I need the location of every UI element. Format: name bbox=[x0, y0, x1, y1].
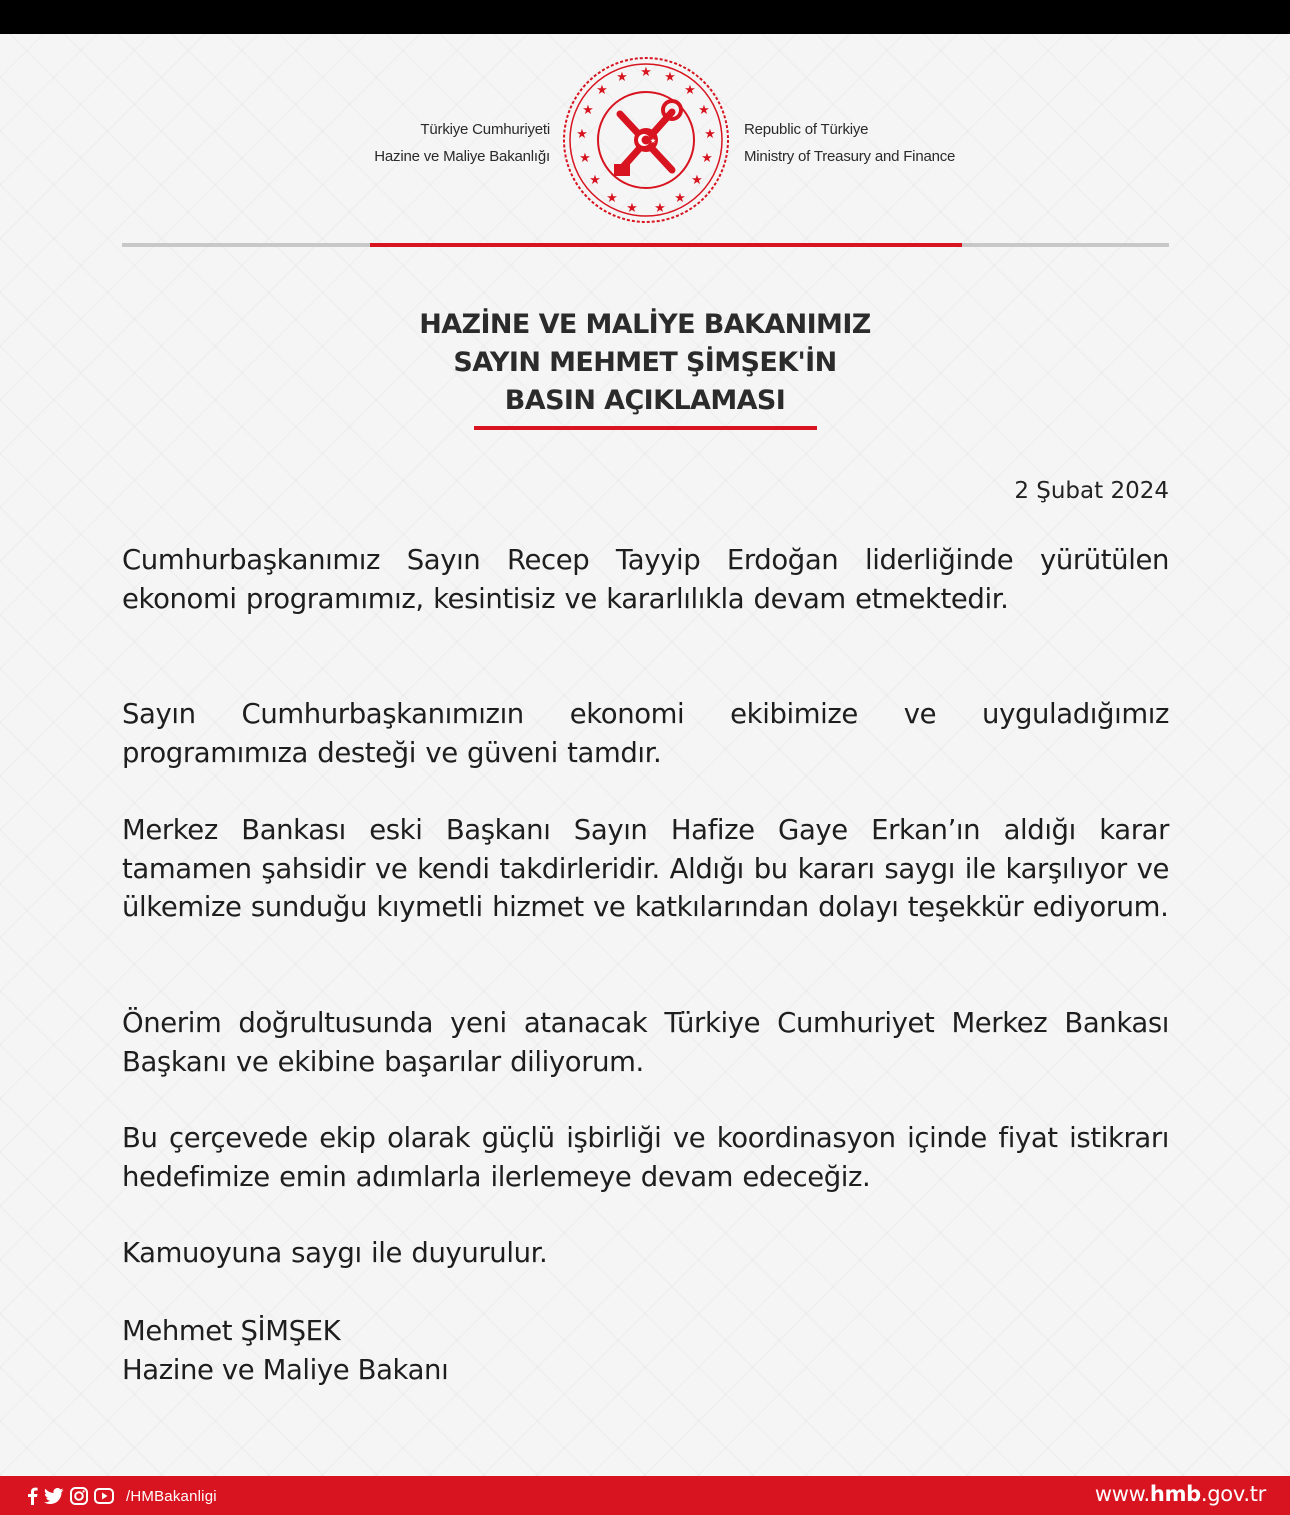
body-paragraph-4: Önerim doğrultusunda yeni atanacak Türkiye Cumhuriyet Merkez Bankası Başkanı ve ekibine başarılar diliyorum. bbox=[122, 1007, 1169, 1078]
footer-bar bbox=[0, 1476, 1290, 1515]
svg-text:★: ★ bbox=[626, 201, 638, 216]
body-paragraph-1: Cumhurbaşkanımız Sayın Recep Tayyip Erdoğan liderliğinde yürütülen ekonomi programımız, kesintisiz ve kararlılıkla devam etmektedir. bbox=[122, 544, 1169, 615]
header-divider-accent bbox=[370, 243, 962, 247]
ministry-emblem-icon bbox=[560, 54, 732, 226]
org-en-line1: Republic of Türkiye bbox=[744, 121, 869, 138]
svg-text:★: ★ bbox=[582, 103, 594, 118]
title-underline bbox=[474, 426, 817, 430]
page-title bbox=[0, 306, 1290, 420]
svg-text:★: ★ bbox=[649, 137, 657, 145]
signature-block bbox=[122, 1312, 448, 1389]
svg-text:★: ★ bbox=[640, 65, 652, 80]
org-name-turkish bbox=[374, 116, 550, 170]
svg-text:★: ★ bbox=[701, 151, 713, 166]
social-links bbox=[26, 1485, 217, 1507]
svg-text:★: ★ bbox=[704, 127, 716, 142]
title-line2: SAYIN MEHMET ŞİMŞEK'İN bbox=[453, 347, 837, 378]
svg-text:★: ★ bbox=[654, 201, 666, 216]
body-paragraph-5: Bu çerçevede ekip olarak güçlü işbirliği ve koordinasyon içinde fiyat istikrarı hedefimize emin adımlarla ilerlemeye devam edeceğiz. bbox=[122, 1122, 1169, 1193]
social-handle[interactable]: /HMBakanligi bbox=[126, 1487, 217, 1505]
site-domain: hmb bbox=[1149, 1482, 1201, 1506]
body-paragraph-2: Sayın Cumhurbaşkanımızın ekonomi ekibimize ve uyguladığımız programımıza desteği ve güveni tamdır. bbox=[122, 698, 1169, 769]
org-name-english bbox=[744, 116, 955, 170]
instagram-icon[interactable] bbox=[70, 1487, 88, 1505]
svg-text:★: ★ bbox=[616, 70, 628, 85]
svg-text:★: ★ bbox=[606, 191, 618, 206]
org-tr-line2: Hazine ve Maliye Bakanlığı bbox=[374, 148, 550, 165]
svg-text:★: ★ bbox=[698, 103, 710, 118]
svg-text:★: ★ bbox=[674, 191, 686, 206]
statement-date: 2 Şubat 2024 bbox=[1014, 478, 1169, 504]
org-en-line2: Ministry of Treasury and Finance bbox=[744, 148, 956, 165]
svg-text:★: ★ bbox=[576, 127, 588, 142]
top-black-bar bbox=[0, 0, 1290, 34]
title-line3: BASIN AÇIKLAMASI bbox=[504, 385, 786, 416]
twitter-icon[interactable] bbox=[44, 1488, 64, 1505]
org-tr-line1: Türkiye Cumhuriyeti bbox=[420, 121, 550, 138]
svg-text:★: ★ bbox=[589, 173, 601, 188]
svg-text:★: ★ bbox=[691, 173, 703, 188]
signature-name: Mehmet ŞİMŞEK bbox=[122, 1315, 341, 1347]
site-prefix: www. bbox=[1094, 1482, 1150, 1506]
body-paragraph-6: Kamuoyuna saygı ile duyurulur. bbox=[122, 1237, 548, 1269]
title-line1: HAZİNE VE MALİYE BAKANIMIZ bbox=[419, 309, 871, 340]
website-link[interactable] bbox=[1095, 1482, 1266, 1506]
signature-role: Hazine ve Maliye Bakanı bbox=[122, 1353, 449, 1386]
svg-text:★: ★ bbox=[684, 83, 696, 98]
body-paragraph-3: Merkez Bankası eski Başkanı Sayın Hafize Gaye Erkan’ın aldığı karar tamamen şahsidir ve kendi takdirleridir. Aldığı bu kararı saygı ile karşılıyor ve ülkemize sunduğu kıymetli hizmet ve katkılarından dolayı teşekkür ediyorum. bbox=[122, 814, 1169, 923]
youtube-icon[interactable] bbox=[94, 1487, 114, 1505]
svg-text:★: ★ bbox=[596, 83, 608, 98]
site-suffix: .gov.tr bbox=[1200, 1482, 1266, 1506]
svg-text:★: ★ bbox=[664, 70, 676, 85]
svg-text:★: ★ bbox=[579, 151, 591, 166]
facebook-icon[interactable] bbox=[26, 1487, 38, 1505]
